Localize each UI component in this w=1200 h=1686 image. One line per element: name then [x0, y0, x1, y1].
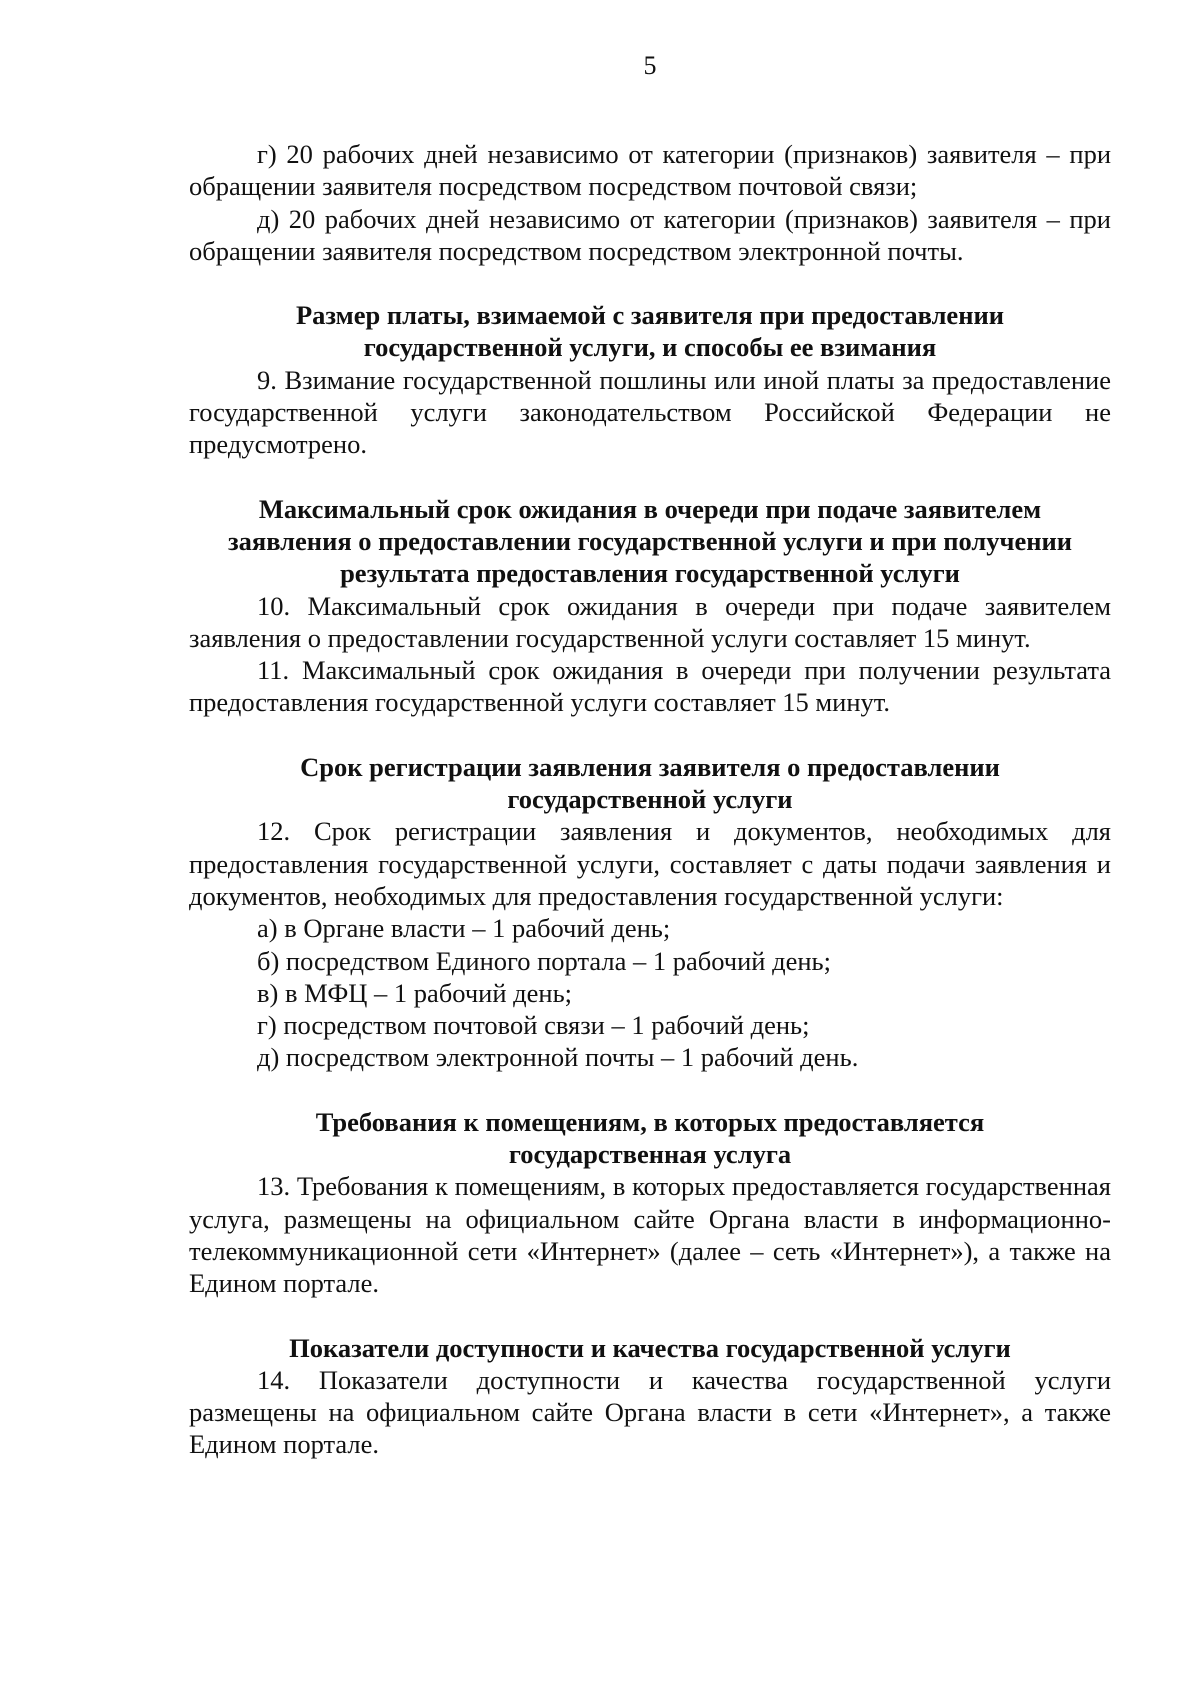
paragraph-8-item-g: г) 20 рабочих дней независимо от категории (признаков) заявителя – при обращении заявителя посредством посредством почтовой связи;	[189, 139, 1111, 202]
section-gap	[189, 461, 1111, 493]
heading-line: государственной услуги, и способы ее взимания	[363, 332, 937, 363]
heading-line: заявления о предоставлении государственной услуги и при получении	[227, 525, 1073, 556]
paragraph-14: 14. Показатели доступности и качества государственной услуги размещены на официальном сайте Органа власти в сети «Интернет», а также Едином портале.	[189, 1364, 1111, 1460]
paragraph-8-item-d: д) 20 рабочих дней независимо от категории (признаков) заявителя – при обращении заявителя посредством посредством электронной почты.	[189, 203, 1111, 266]
paragraph-9: 9. Взимание государственной пошлины или иной платы за предоставление государственной услуги законодательством Российской Федерации не предусмотрено.	[189, 364, 1111, 460]
section-gap	[189, 1300, 1111, 1332]
list-item: г) посредством почтовой связи – 1 рабочий день;	[257, 1010, 810, 1041]
list-item: б) посредством Единого портала – 1 рабочий день;	[257, 945, 831, 976]
list-item: в) в МФЦ – 1 рабочий день;	[257, 977, 573, 1008]
list-item: д) посредством электронной почты – 1 рабочий день.	[257, 1042, 859, 1073]
section-gap	[189, 719, 1111, 751]
heading-line: государственная услуга	[508, 1139, 792, 1170]
document-body	[189, 138, 1111, 1461]
list-item: а) в Органе власти – 1 рабочий день;	[257, 913, 671, 944]
heading-line: Срок регистрации заявления заявителя о предоставлении	[300, 751, 1000, 782]
page-number: 5	[643, 51, 657, 80]
heading-line: результата предоставления государственной услуги	[340, 558, 960, 589]
section-heading-registration	[189, 751, 1111, 816]
paragraph-12: 12. Срок регистрации заявления и документов, необходимых для предоставления государственной услуги, составляет с даты подачи заявления и документов, необходимых для предоставления государственной услуги:	[189, 816, 1111, 911]
heading-line: Максимальный срок ожидания в очереди при подаче заявителем	[258, 493, 1042, 524]
section-heading-queue	[189, 493, 1111, 590]
heading-line: Требования к помещениям, в которых предоставляется	[315, 1106, 985, 1137]
heading-line: Показатели доступности и качества государственной услуги	[289, 1332, 1011, 1363]
heading-line: государственной услуги	[507, 784, 793, 815]
paragraph-10: 10. Максимальный срок ожидания в очереди при подаче заявителем заявления о предоставлении государственной услуги составляет 15 минут.	[189, 590, 1111, 653]
section-heading-quality	[189, 1332, 1111, 1364]
section-gap	[189, 267, 1111, 299]
paragraph-11: 11. Максимальный срок ожидания в очереди при получении результата предоставления государственной услуги составляет 15 минут.	[189, 655, 1111, 718]
section-heading-premises	[189, 1106, 1111, 1171]
paragraph-13: 13. Требования к помещениям, в которых предоставляется государственная услуга, размещены на официальном сайте Органа власти в информационно-телекоммуникационной сети «Интернет» (далее – сеть «Интернет»), а также на Едином портале.	[189, 1171, 1111, 1299]
section-heading-fee	[189, 299, 1111, 364]
section-gap	[189, 1074, 1111, 1106]
heading-line: Размер платы, взимаемой с заявителя при предоставлении	[295, 300, 1005, 331]
